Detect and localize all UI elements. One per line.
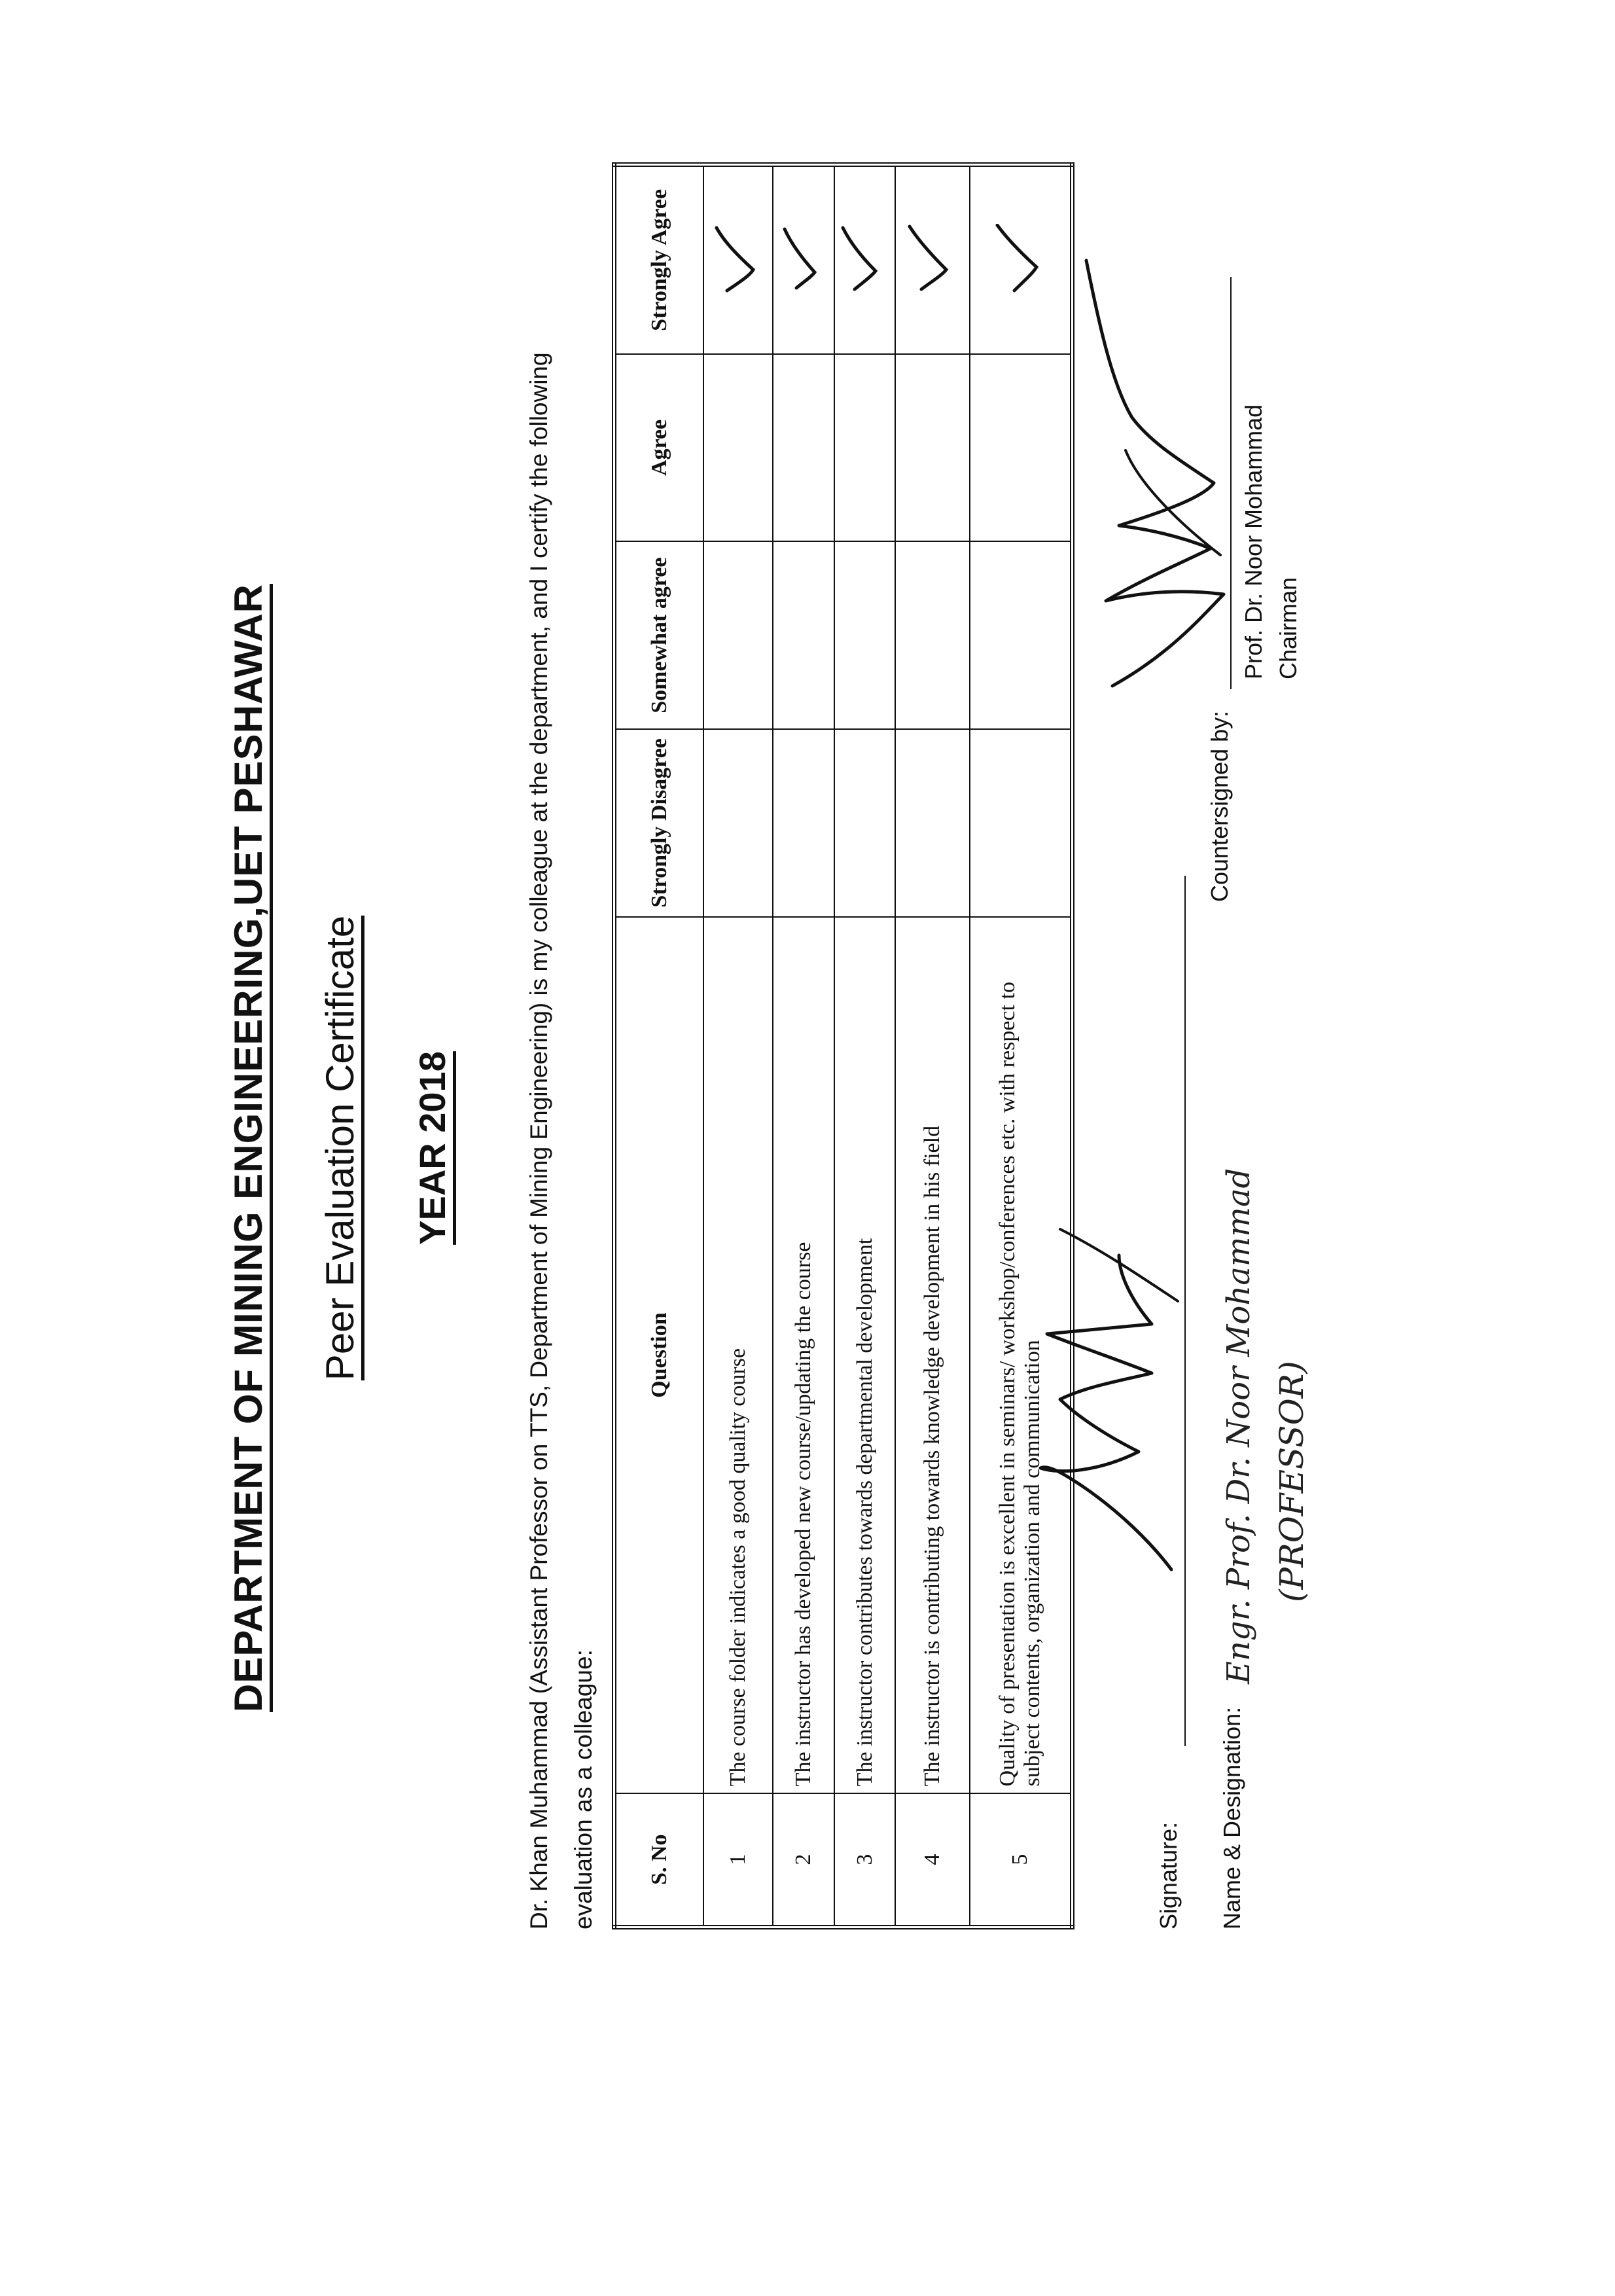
cell-strongly-disagree <box>834 729 895 917</box>
cell-strongly-agree <box>773 165 834 354</box>
cell-somewhat-agree <box>834 541 895 729</box>
check-mark-icon <box>839 224 885 296</box>
name-designation-label: Name & Designation: <box>1218 1706 1245 1929</box>
evaluation-table <box>612 162 1074 1929</box>
cell-somewhat-agree <box>970 541 1073 729</box>
cell-agree <box>703 354 773 542</box>
cell-agree <box>773 354 834 542</box>
cell-somewhat-agree <box>703 541 773 729</box>
table-row <box>834 165 895 1928</box>
row-question: The instructor is contributing towards knowledge development in his field <box>895 917 970 1794</box>
cell-strongly-agree <box>703 165 773 354</box>
handwritten-name: Engr. Prof. Dr. Noor Mohammad <box>1220 1168 1257 1684</box>
check-mark-icon <box>713 224 758 296</box>
cell-strongly-disagree <box>773 729 834 917</box>
chairman-title: Chairman <box>1275 577 1302 679</box>
header-strongly-disagree-label: Strongly Disagree <box>647 738 671 908</box>
table-row <box>703 165 773 1928</box>
countersign-line <box>1230 277 1232 689</box>
check-mark-icon <box>778 224 824 296</box>
certificate-title: Peer Evaluation Certificate <box>318 915 362 1381</box>
signature-left <box>1021 1124 1191 1583</box>
header-sno: S. No <box>614 1793 704 1927</box>
year-title: YEAR 2018 <box>412 1051 453 1245</box>
header-agree: Agree <box>614 354 704 542</box>
check-mark-icon <box>907 224 953 296</box>
intro-paragraph: Dr. Khan Muhammad (Assistant Professor on TTS, Department of Mining Engineering) is my colleague at the department, and I certify the following evaluation as a colleague: <box>525 352 597 1929</box>
countersigned-label: Countersigned by: <box>1206 710 1233 902</box>
chairman-name: Prof. Dr. Noor Mohammad <box>1240 404 1267 679</box>
row-sno: 4 <box>895 1793 970 1927</box>
check-mark-icon <box>995 224 1040 296</box>
cell-strongly-agree <box>834 165 895 354</box>
header-strongly-agree-label: Strongly Agree <box>647 188 671 331</box>
cell-strongly-disagree <box>703 729 773 917</box>
header-question: Question <box>614 917 704 1794</box>
cell-agree <box>834 354 895 542</box>
table-row <box>773 165 834 1928</box>
table-row <box>895 165 970 1928</box>
cell-strongly-agree <box>970 165 1073 354</box>
table-header-row <box>614 165 704 1928</box>
handwritten-designation: (PROFESSOR) <box>1273 1361 1311 1602</box>
department-title: DEPARTMENT OF MINING ENGINEERING,UET PESHAWAR <box>226 584 270 1712</box>
cell-strongly-disagree <box>895 729 970 917</box>
row-sno: 2 <box>773 1793 834 1927</box>
cell-agree <box>895 354 970 542</box>
cell-somewhat-agree <box>773 541 834 729</box>
row-question: The course folder indicates a good quality course <box>703 917 773 1794</box>
header-somewhat-agree-label: Somewhat agree <box>647 557 671 713</box>
row-sno: 1 <box>703 1793 773 1927</box>
signature-right <box>1073 247 1230 692</box>
header-strongly-agree <box>614 165 704 354</box>
header-somewhat-agree <box>614 541 704 729</box>
row-question: The instructor has developed new course/updating the course <box>773 917 834 1794</box>
row-question: The instructor contributes towards departmental development <box>834 917 895 1794</box>
row-question: Quality of presentation is excellent in seminars/ workshop/conferences etc. with respect to subject contents, organization and communication <box>970 917 1073 1794</box>
cell-strongly-agree <box>895 165 970 354</box>
row-sno: 3 <box>834 1793 895 1927</box>
signature-label: Signature: <box>1155 1821 1182 1929</box>
table-row <box>970 165 1073 1928</box>
cell-strongly-disagree <box>970 729 1073 917</box>
row-sno: 5 <box>970 1793 1073 1927</box>
cell-somewhat-agree <box>895 541 970 729</box>
cell-agree <box>970 354 1073 542</box>
header-strongly-disagree <box>614 729 704 917</box>
